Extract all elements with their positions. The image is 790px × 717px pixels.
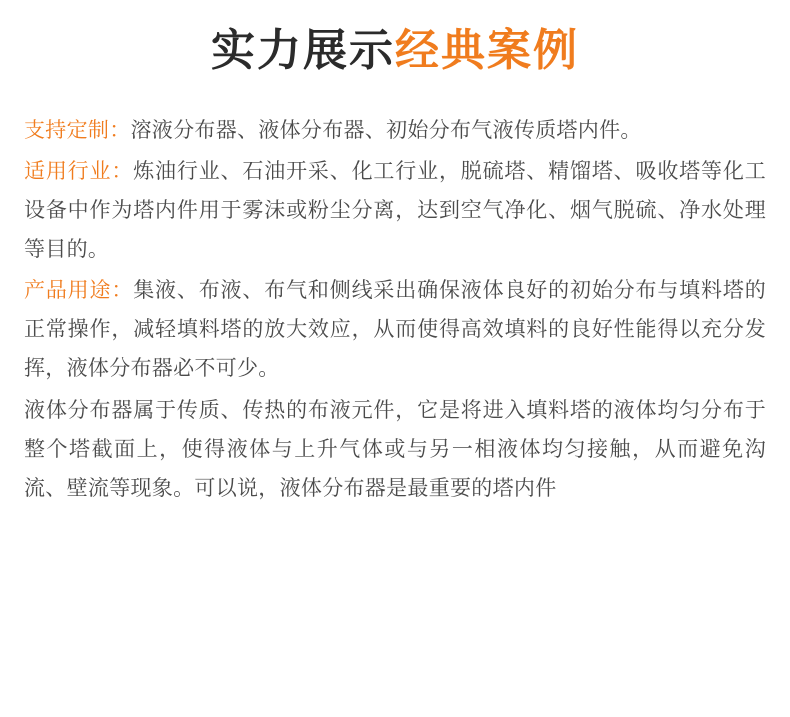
page-title-accent: 经典案例 [395, 26, 579, 75]
section-label-usage: 产品用途： [24, 279, 134, 303]
section-usage [24, 271, 766, 388]
section-customization [24, 111, 766, 150]
section-text-industries: 炼油行业、石油开采、化工行业，脱硫塔、精馏塔、吸收塔等化工设备中作为塔内件用于雾沫或粉尘分离，达到空气净化、烟气脱硫、净水处理等目的。 [24, 160, 767, 262]
page-title [24, 0, 766, 89]
page-title-primary: 实力展示 [211, 26, 395, 75]
section-label-customization: 支持定制： [24, 119, 131, 143]
content-body [24, 89, 766, 507]
section-text-customization: 溶液分布器、液体分布器、初始分布气液传质塔内件。 [130, 119, 642, 143]
section-industries [24, 152, 766, 269]
closing-paragraph: 液体分布器属于传质、传热的布液元件，它是将进入填料塔的液体均匀分布于整个塔截面上，使得液体与上升气体或与另一相液体均匀接触，从而避免沟流、壁流等现象。可以说，液体分布器是最重要的塔内件 [24, 398, 766, 500]
section-label-industries: 适用行业： [24, 160, 134, 184]
section-text-usage: 集液、布液、布气和侧线采出确保液体良好的初始分布与填料塔的正常操作，减轻填料塔的放大效应，从而使得高效填料的良好性能得以充分发挥，液体分布器必不可少。 [24, 279, 767, 381]
